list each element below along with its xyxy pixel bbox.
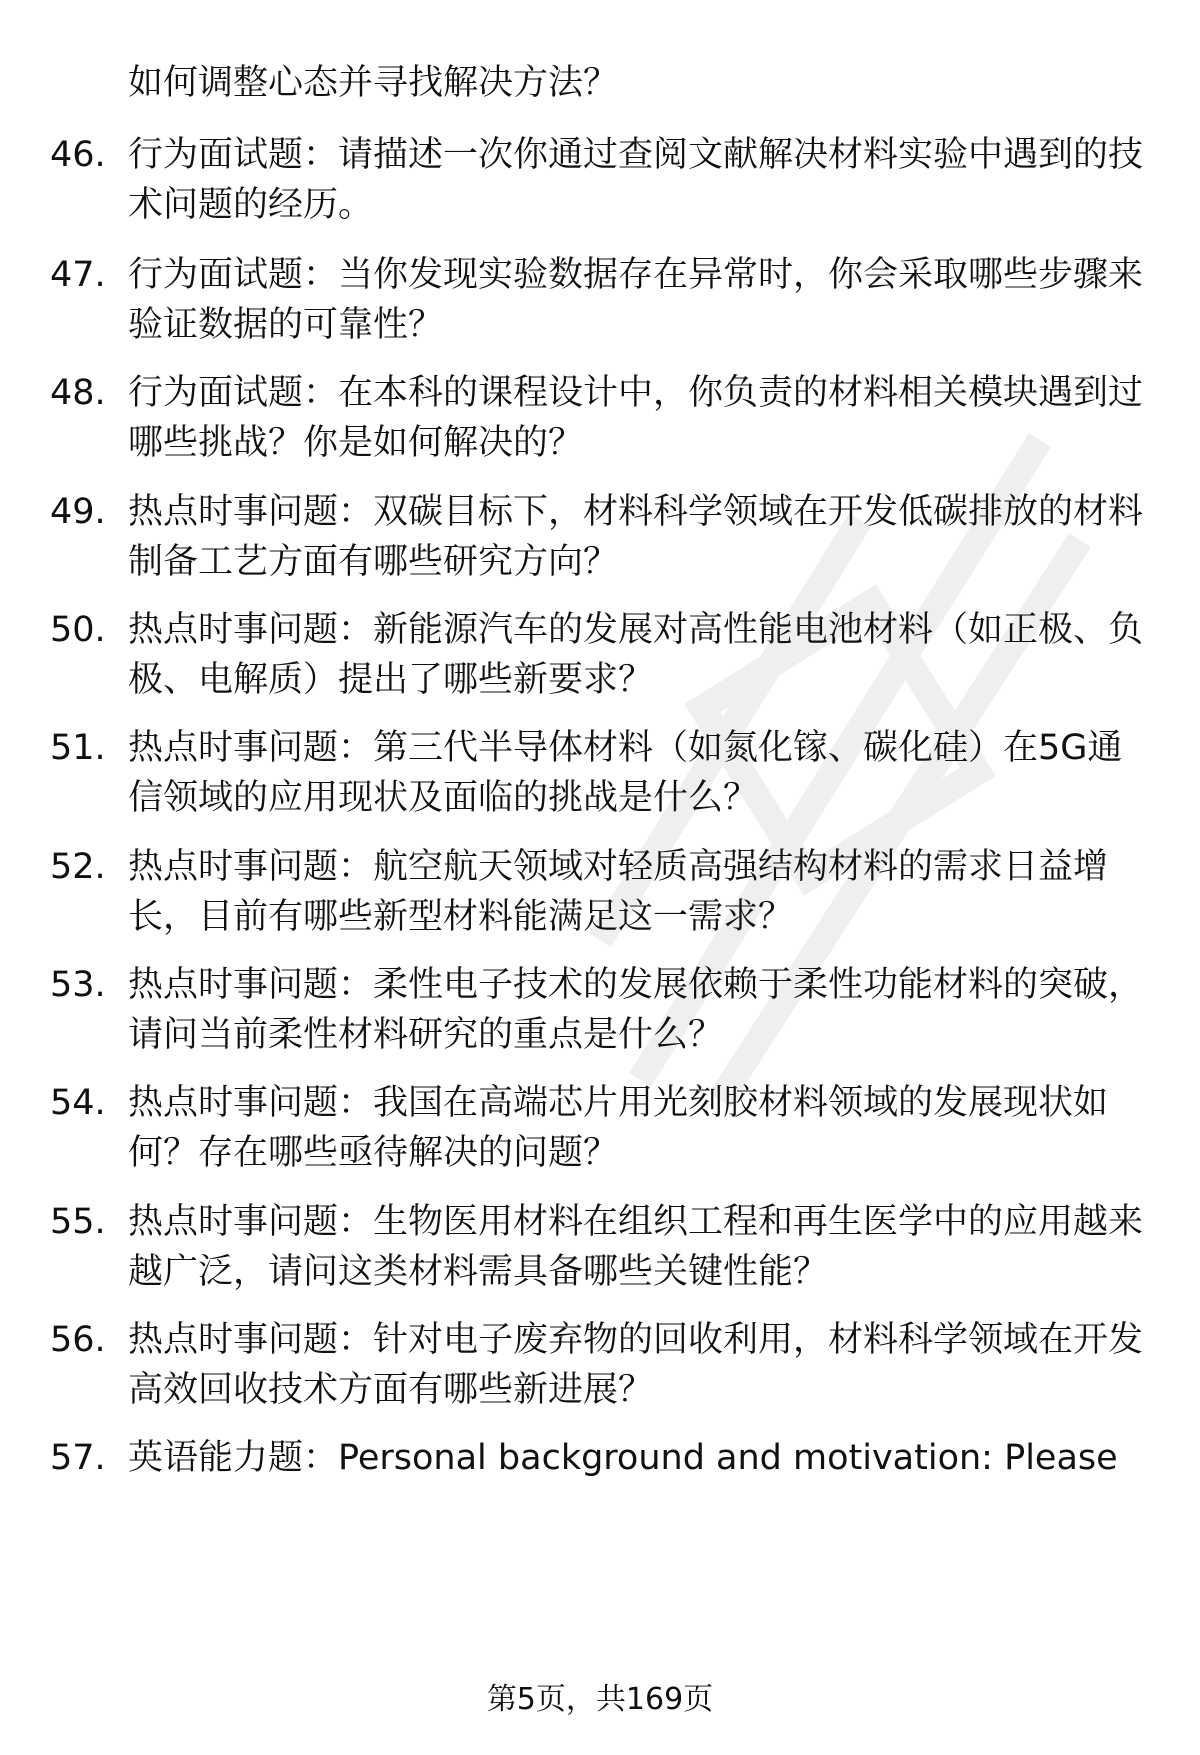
item-text: 热点时事问题：航空航天领域对轻质高强结构材料的需求日益增长，目前有哪些新型材料能满足这一需求？ (128, 847, 1109, 937)
item-text: 热点时事问题：新能源汽车的发展对高性能电池材料（如正极、负极、电解质）提出了哪些新要求？ (128, 610, 1144, 700)
item-number: 56. (50, 1320, 106, 1360)
item-text: 热点时事问题：双碳目标下，材料科学领域在开发低碳排放的材料制备工艺方面有哪些研究方向？ (128, 492, 1144, 582)
item-text: 行为面试题：在本科的课程设计中，你负责的材料相关模块遇到过哪些挑战？你是如何解决的？ (128, 373, 1144, 463)
item-text: 热点时事问题：生物医用材料在组织工程和再生医学中的应用越来越广泛，请问这类材料需具备哪些关键性能？ (128, 1202, 1144, 1292)
item-text: 英语能力题：Personal background and motivation: Please (128, 1438, 1118, 1478)
item-number: 48. (50, 373, 106, 413)
item-text: 行为面试题：当你发现实验数据存在异常时，你会采取哪些步骤来验证数据的可靠性？ (128, 255, 1144, 345)
item-number: 54. (50, 1083, 106, 1123)
item-number: 55. (50, 1202, 106, 1242)
item-number: 47. (50, 255, 106, 295)
item-text: 热点时事问题：第三代半导体材料（如氮化镓、碳化硅）在5G通信领域的应用现状及面临的挑战是什么？ (128, 728, 1123, 818)
item-number: 46. (50, 135, 106, 175)
item-text: 行为面试题：请描述一次你通过查阅文献解决材料实验中遇到的技术问题的经历。 (128, 135, 1144, 225)
item-number: 50. (50, 610, 106, 650)
item-text: 热点时事问题：我国在高端芯片用光刻胶材料领域的发展现状如何？存在哪些亟待解决的问题？ (128, 1083, 1109, 1173)
page-footer: 第5页，共169页 (486, 1682, 714, 1717)
item-text: 热点时事问题：柔性电子技术的发展依赖于柔性功能材料的突破，请问当前柔性材料研究的重点是什么？ (128, 965, 1144, 1055)
continuation-line: 如何调整心态并寻找解决方法？ (128, 63, 619, 103)
item-number: 57. (50, 1438, 106, 1478)
item-number: 49. (50, 492, 106, 532)
item-text: 热点时事问题：针对电子废弃物的回收利用，材料科学领域在开发高效回收技术方面有哪些新进展？ (128, 1320, 1144, 1410)
item-number: 51. (50, 728, 106, 768)
item-number: 53. (50, 965, 106, 1005)
item-number: 52. (50, 847, 106, 887)
